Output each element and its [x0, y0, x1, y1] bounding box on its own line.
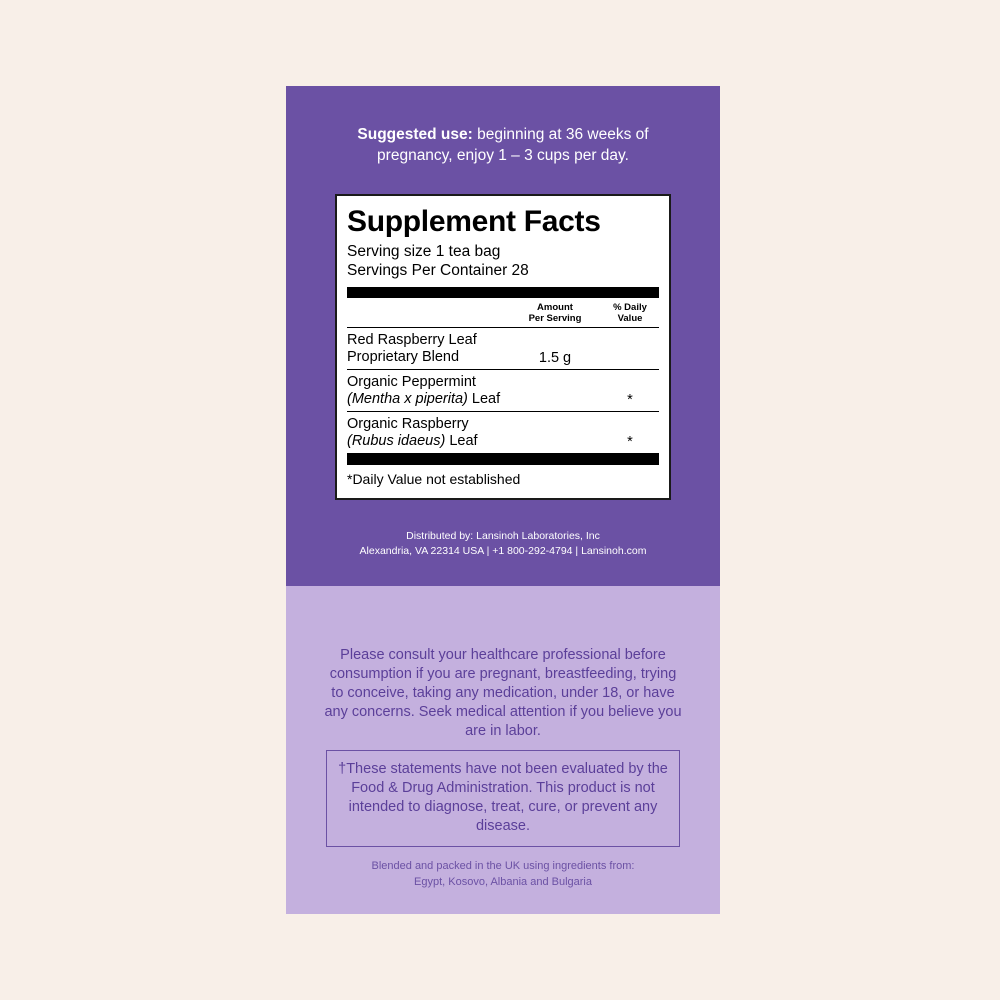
health-advisory-text: Please consult your healthcare professional before consumption if you are pregnant, breastfeeding, trying to conceive, taking any medication, under 18, or have any concerns. Seek medical attention if you believe you are in labor. [324, 647, 682, 739]
nutrient-name-line2 [347, 433, 509, 450]
column-header-dv-line2: Value [617, 313, 643, 324]
nutrient-name [347, 374, 509, 408]
fda-disclaimer-text: †These statements have not been evaluated by the Food & Drug Administration. This product is not intended to diagnose, treat, cure, or prevent any disease. [338, 761, 668, 834]
nutrient-part: Leaf [467, 391, 501, 407]
facts-thick-rule-top [347, 287, 659, 298]
origin-line1: Blended and packed in the UK using ingredients from: [371, 860, 635, 872]
distributor-line1: Distributed by: Lansinoh Laboratories, Inc [406, 530, 600, 542]
fda-disclaimer-box [326, 750, 680, 847]
nutrient-name-line1: Organic Raspberry [347, 416, 469, 432]
product-label-package [286, 86, 720, 914]
supplement-facts-title: Supplement Facts [347, 205, 601, 238]
column-header-amount-line1: Amount [537, 302, 573, 313]
nutrient-name [347, 416, 509, 450]
upper-label-panel [286, 86, 720, 586]
suggested-use-label: Suggested use: [357, 126, 473, 143]
distributor-info [320, 529, 686, 559]
lower-label-panel [286, 586, 720, 914]
origin-line2: Egypt, Kosovo, Albania and Bulgaria [414, 876, 592, 888]
servings-per-container: Servings Per Container 28 [347, 262, 529, 279]
table-row [347, 328, 659, 370]
nutrient-amount: 1.5 g [538, 350, 572, 366]
nutrient-name-line2 [347, 391, 509, 408]
facts-thick-rule-bottom [347, 454, 659, 465]
nutrient-name-line1: Organic Peppermint [347, 374, 476, 390]
nutrient-daily-value: * [627, 434, 633, 450]
nutrient-part: Leaf [445, 433, 478, 449]
column-header-dv-line1: % Daily [613, 302, 647, 313]
column-header-amount-line2: Per Serving [528, 313, 582, 324]
nutrient-botanical-name: (Rubus idaeus) [347, 433, 446, 449]
daily-value-footnote: *Daily Value not established [347, 471, 521, 487]
nutrient-name-line1: Red Raspberry Leaf [347, 332, 477, 348]
suggested-use-text [320, 124, 686, 166]
column-header-daily-value [601, 302, 659, 324]
nutrient-botanical-name: (Mentha x piperita) [347, 391, 468, 407]
facts-column-headers [347, 298, 659, 327]
distributor-line2: Alexandria, VA 22314 USA | +1 800-292-4794 | Lansinoh.com [359, 545, 647, 557]
origin-info [324, 858, 682, 890]
supplement-facts-panel [335, 194, 671, 500]
nutrient-name-line2: Proprietary Blend [347, 349, 460, 365]
table-row [347, 370, 659, 412]
nutrient-daily-value: * [627, 392, 633, 408]
column-header-amount [509, 302, 601, 324]
nutrient-name [347, 332, 509, 366]
suggested-use-body: beginning at 36 weeks of pregnancy, enjoy 1 – 3 cups per day. [377, 126, 649, 164]
table-row [347, 412, 659, 454]
serving-size: Serving size 1 tea bag [347, 243, 501, 260]
